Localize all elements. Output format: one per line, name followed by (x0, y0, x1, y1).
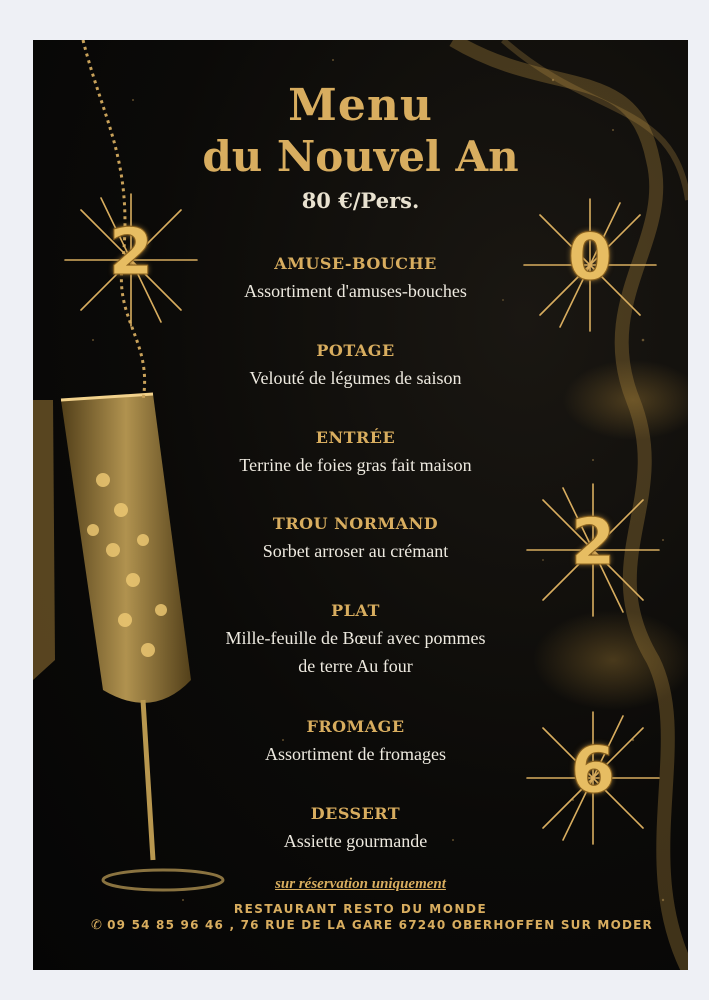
course-plat (183, 601, 528, 680)
course-description: Assiette gourmande (283, 831, 428, 851)
menu-title: Menu (288, 80, 433, 131)
course-heading: FROMAGE (306, 717, 405, 736)
reservation-note: sur réservation uniquement (275, 876, 446, 892)
course-description: Terrine de foies gras fait maison (239, 455, 472, 475)
course-description: Assortiment de fromages (265, 744, 446, 764)
price-per-person: 80 €/Pers. (301, 188, 420, 213)
course-heading: ENTRÉE (315, 428, 396, 447)
year-digit-2-right (523, 480, 663, 620)
year-digit: 6 (570, 734, 616, 808)
year-digit: 2 (108, 216, 154, 290)
year-digit-6 (523, 708, 663, 848)
course-heading: PLAT (331, 601, 380, 620)
course-description: Assortiment d'amuses-bouches (244, 281, 467, 301)
course-fromage (183, 717, 528, 768)
course-heading: TROU NORMAND (272, 514, 439, 533)
menu-poster (33, 40, 688, 970)
course-potage (183, 341, 528, 392)
course-heading: POTAGE (316, 341, 395, 360)
phone-icon: ✆ (91, 918, 104, 933)
year-digit-0 (520, 195, 660, 335)
course-description: Velouté de légumes de saison (249, 368, 462, 388)
course-description: Mille-feuille de Bœuf avec pommes (225, 628, 486, 648)
course-heading: DESSERT (310, 804, 401, 823)
restaurant-name: RESTAURANT RESTO DU MONDE (233, 902, 488, 916)
course-description: de terre Au four (298, 656, 413, 676)
year-digit: 0 (567, 221, 613, 295)
menu-subtitle: du Nouvel An (202, 132, 519, 181)
course-amuse-bouche (183, 254, 528, 305)
contact-text: 09 54 85 96 46 , 76 RUE DE LA GARE 67240 OBERHOFFEN SUR MODER (107, 918, 653, 932)
course-trou-normand (183, 514, 528, 565)
contact-line (91, 918, 671, 933)
course-dessert (183, 804, 528, 855)
course-entree (183, 428, 528, 479)
course-heading: AMUSE-BOUCHE (274, 254, 437, 273)
year-digit: 2 (570, 506, 616, 580)
course-description: Sorbet arroser au crémant (262, 541, 449, 561)
